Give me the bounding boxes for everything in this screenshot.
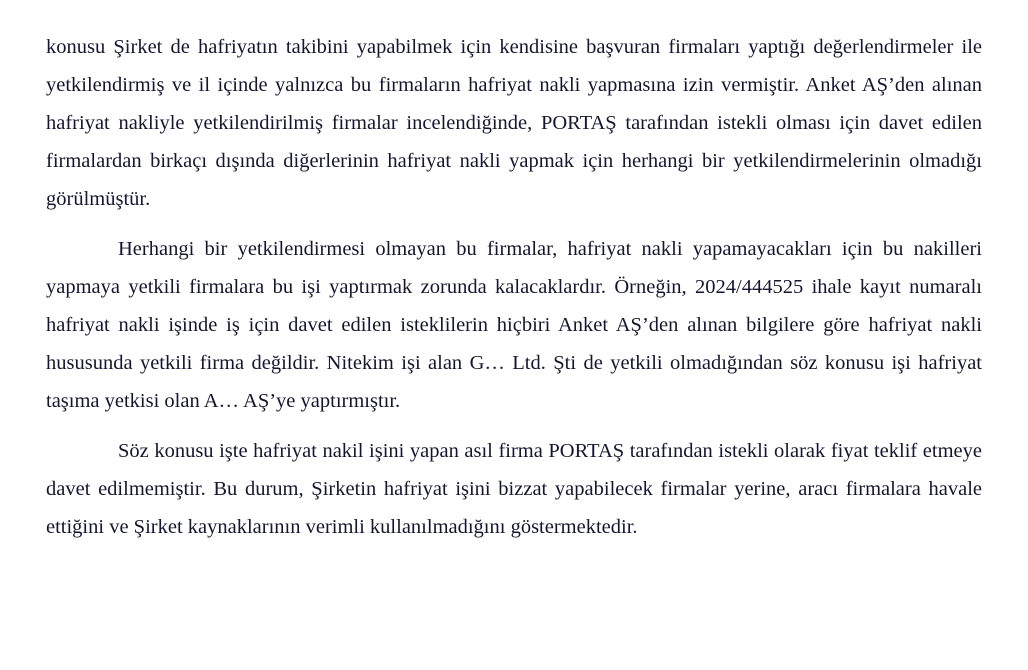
paragraph-2: Herhangi bir yetkilendirmesi olmayan bu firmalar, hafriyat nakli yapamayacakları için bu nakilleri yapmaya yetkili firmalara bu işi yaptırmak zorunda kalacaklardır. Örneğin, 2024/444525 ihale kayıt numaralı hafriyat nakli işinde iş için davet edilen isteklilerin hiçbiri Anket AŞ’den alınan bilgilere göre hafriyat nakli hususunda yetkili firma değildir. Nitekim işi alan G… Ltd. Şti de yetkili olmadığından söz konusu işi hafriyat taşıma yetkisi olan A… AŞ’ye yaptırmıştır.	[46, 238, 982, 412]
document-body	[46, 28, 982, 546]
paragraph-1: konusu Şirket de hafriyatın takibini yapabilmek için kendisine başvuran firmaları yaptığı değerlendirmeler ile yetkilendirmiş ve il içinde yalnızca bu firmaların hafriyat nakli yapmasına izin vermiştir. Anket AŞ’den alınan hafriyat nakliyle yetkilendirilmiş firmalar incelendiğinde, PORTAŞ tarafından istekli olması için davet edilen firmalardan birkaçı dışında diğerlerinin hafriyat nakli yapmak için herhangi bir yetkilendirmelerinin olmadığı görülmüştür.	[46, 36, 982, 210]
paragraph-3: Söz konusu işte hafriyat nakil işini yapan asıl firma PORTAŞ tarafından istekli olarak fiyat teklif etmeye davet edilmemiştir. Bu durum, Şirketin hafriyat işini bizzat yapabilecek firmalar yerine, aracı firmalara havale ettiğini ve Şirket kaynaklarının verimli kullanılmadığını göstermektedir.	[46, 440, 982, 538]
